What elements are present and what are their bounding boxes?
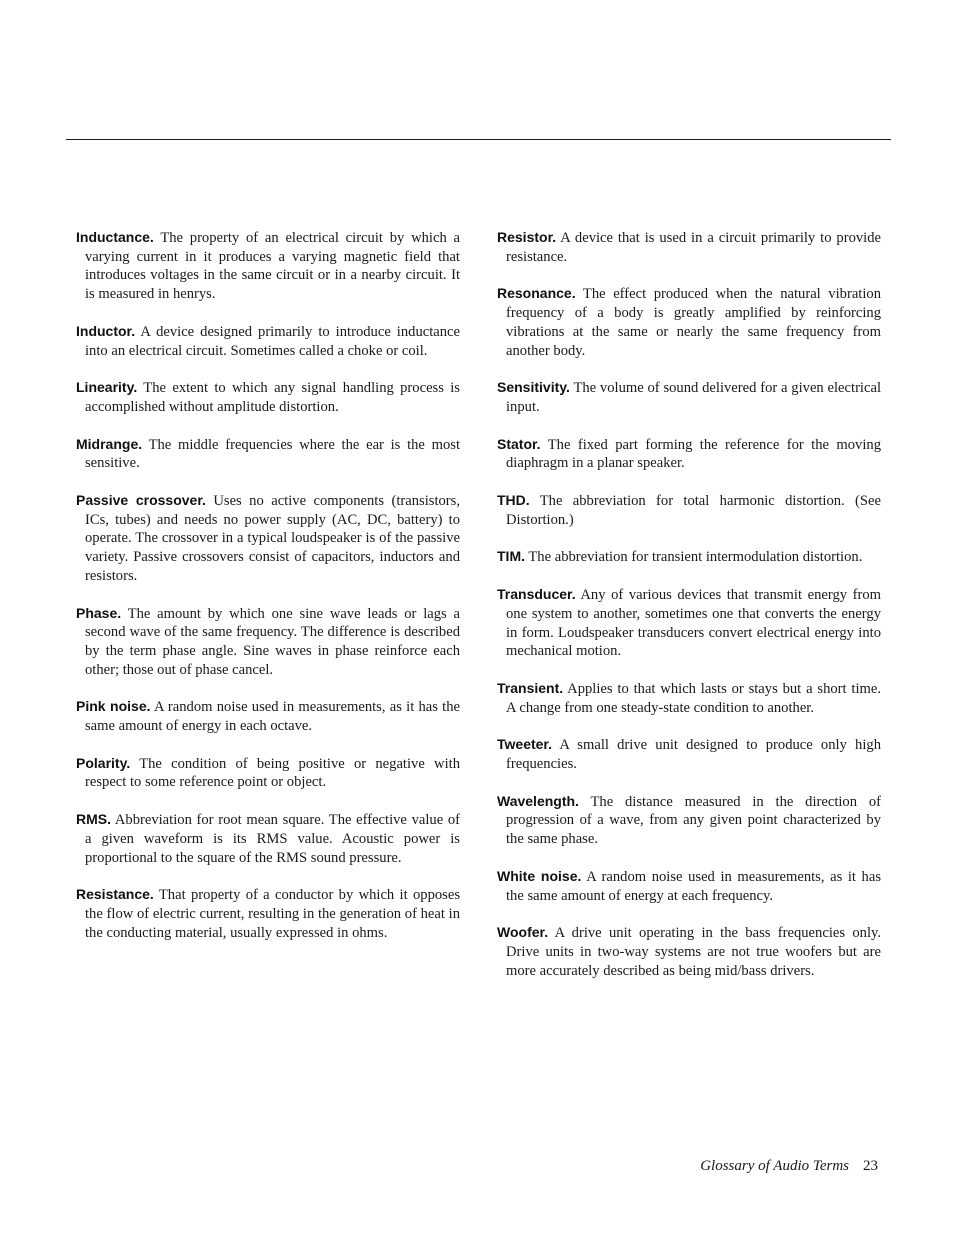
glossary-definition: A device that is used in a circuit primarily to provide resistance. — [506, 230, 882, 265]
glossary-term: Polarity. — [76, 754, 131, 771]
glossary-term: Transducer. — [497, 586, 576, 603]
glossary-term: TIM. — [497, 548, 525, 565]
glossary-term: RMS. — [76, 811, 111, 828]
glossary-definition: The property of an electrical circuit by which a varying current in it produces a varying magnetic field that introduces voltages in the same circuit or in a nearby circuit. It is measured in henrys. — [85, 230, 460, 303]
glossary-entry-pink-noise — [76, 697, 460, 735]
glossary-definition: Abbreviation for root mean square. The effective value of a given waveform is its RMS value. Acoustic power is proportional to the square of the RMS sound pressure. — [85, 812, 460, 866]
glossary-definition: A random noise used in measurements, as it has the same amount of energy at each frequency. — [506, 868, 882, 904]
glossary-entry-transducer — [497, 585, 881, 661]
glossary-definition: The distance measured in the direction of progression of a wave, from any given point characterized by the same phase. — [506, 793, 881, 848]
glossary-term: Woofer. — [497, 924, 549, 941]
page-footer — [700, 1158, 878, 1175]
glossary-term: Midrange. — [76, 435, 143, 452]
glossary-term: Inductor. — [76, 322, 136, 339]
glossary-entry-passive-crossover — [76, 491, 460, 586]
glossary-definition: The extent to which any signal handling process is accomplished without amplitude distortion. — [85, 380, 460, 415]
glossary-entry-transient — [497, 679, 881, 717]
glossary-term: Pink noise. — [76, 698, 151, 715]
glossary-definition: The volume of sound delivered for a given electrical input. — [506, 380, 881, 415]
glossary-entry-tweeter — [497, 735, 881, 773]
glossary-term: Resistance. — [76, 886, 154, 903]
glossary-entry-resonance — [497, 284, 881, 360]
footer-section-title: Glossary of Audio Terms — [700, 1158, 849, 1174]
glossary-entry-sensitivity — [497, 378, 881, 416]
glossary-definition: The condition of being positive or negative with respect to some reference point or object. — [85, 755, 460, 791]
glossary-term: Resonance. — [497, 285, 576, 302]
page-number: 23 — [863, 1158, 878, 1174]
glossary-definition: A small drive unit designed to produce only high frequencies. — [506, 737, 882, 773]
glossary-term: Passive crossover. — [76, 492, 206, 509]
glossary-definition: Any of various devices that transmit energy from one system to another, sometimes one that converts the energy in form. Loudspeaker transducers convert electrical energy into mechanical motion. — [506, 587, 881, 660]
glossary-entry-phase — [76, 604, 460, 680]
glossary-definition: The amount by which one sine wave leads or lags a second wave of the same frequency. The difference is described by the term phase angle. Sine waves in phase reinforce each other; those out of phase cancel. — [85, 605, 460, 678]
glossary-definition: The middle frequencies where the ear is the most sensitive. — [85, 436, 460, 472]
header-rule — [66, 139, 891, 140]
glossary-entry-linearity — [76, 378, 460, 416]
glossary-entry-white-noise — [497, 867, 881, 905]
glossary-term: White noise. — [497, 867, 582, 884]
glossary-term: Tweeter. — [497, 736, 552, 753]
glossary-definition: That property of a conductor by which it opposes the flow of electric current, resulting in the generation of heat in the conducting material, usually expressed in ohms. — [85, 887, 461, 941]
glossary-term: Linearity. — [76, 379, 138, 396]
glossary-entry-midrange — [76, 435, 460, 473]
glossary-definition: A drive unit operating in the bass frequencies only. Drive units in two-way systems are not true woofers but are more accurately described as being mid/bass drivers. — [506, 925, 882, 979]
glossary-entry-thd — [497, 491, 881, 529]
glossary-definition: A random noise used in measurements, as it has the same amount of energy in each octave. — [85, 699, 461, 735]
glossary-term: Wavelength. — [497, 792, 579, 809]
glossary-entry-inductor — [76, 322, 460, 360]
glossary-definition: Uses no active components (transistors, ICs, tubes) and needs no power supply (AC, DC, battery) to operate. The crossover in a typical loudspeaker is of the passive variety. Passive crossovers consist of capacitors, inductors and resistors. — [85, 493, 460, 584]
glossary-entry-rms — [76, 810, 460, 867]
glossary-definition: The fixed part forming the reference for the moving diaphragm in a planar speaker. — [506, 436, 881, 472]
glossary-term: Stator. — [497, 435, 541, 452]
glossary-definition: The abbreviation for transient intermodulation distortion. — [528, 549, 863, 566]
glossary-definition: Applies to that which lasts or stays but a short time. A change from one steady-state condition to another. — [506, 680, 881, 716]
glossary-term: Transient. — [497, 679, 564, 696]
glossary-entry-tim — [497, 547, 881, 567]
glossary-entry-stator — [497, 435, 881, 473]
glossary-column-left — [76, 228, 460, 960]
glossary-entry-inductance — [76, 228, 460, 304]
glossary-column-right — [497, 228, 881, 998]
glossary-entry-resistor — [497, 228, 881, 266]
glossary-term: Phase. — [76, 604, 122, 621]
glossary-term: Resistor. — [497, 229, 557, 245]
glossary-entry-wavelength — [497, 792, 881, 849]
glossary-entry-polarity — [76, 754, 460, 792]
glossary-entry-resistance — [76, 885, 460, 942]
glossary-entry-woofer — [497, 923, 881, 980]
glossary-definition: The effect produced when the natural vibration frequency of a body is greatly amplified by reinforcing vibrations at the same or nearly the same frequency from another body. — [506, 286, 881, 359]
glossary-definition: A device designed primarily to introduce inductance into an electrical circuit. Sometimes called a choke or coil. — [85, 323, 461, 359]
glossary-term: Sensitivity. — [497, 379, 570, 396]
glossary-term: Inductance. — [76, 229, 154, 245]
glossary-definition: The abbreviation for total harmonic distortion. (See Distortion.) — [506, 493, 881, 528]
glossary-term: THD. — [497, 492, 530, 509]
